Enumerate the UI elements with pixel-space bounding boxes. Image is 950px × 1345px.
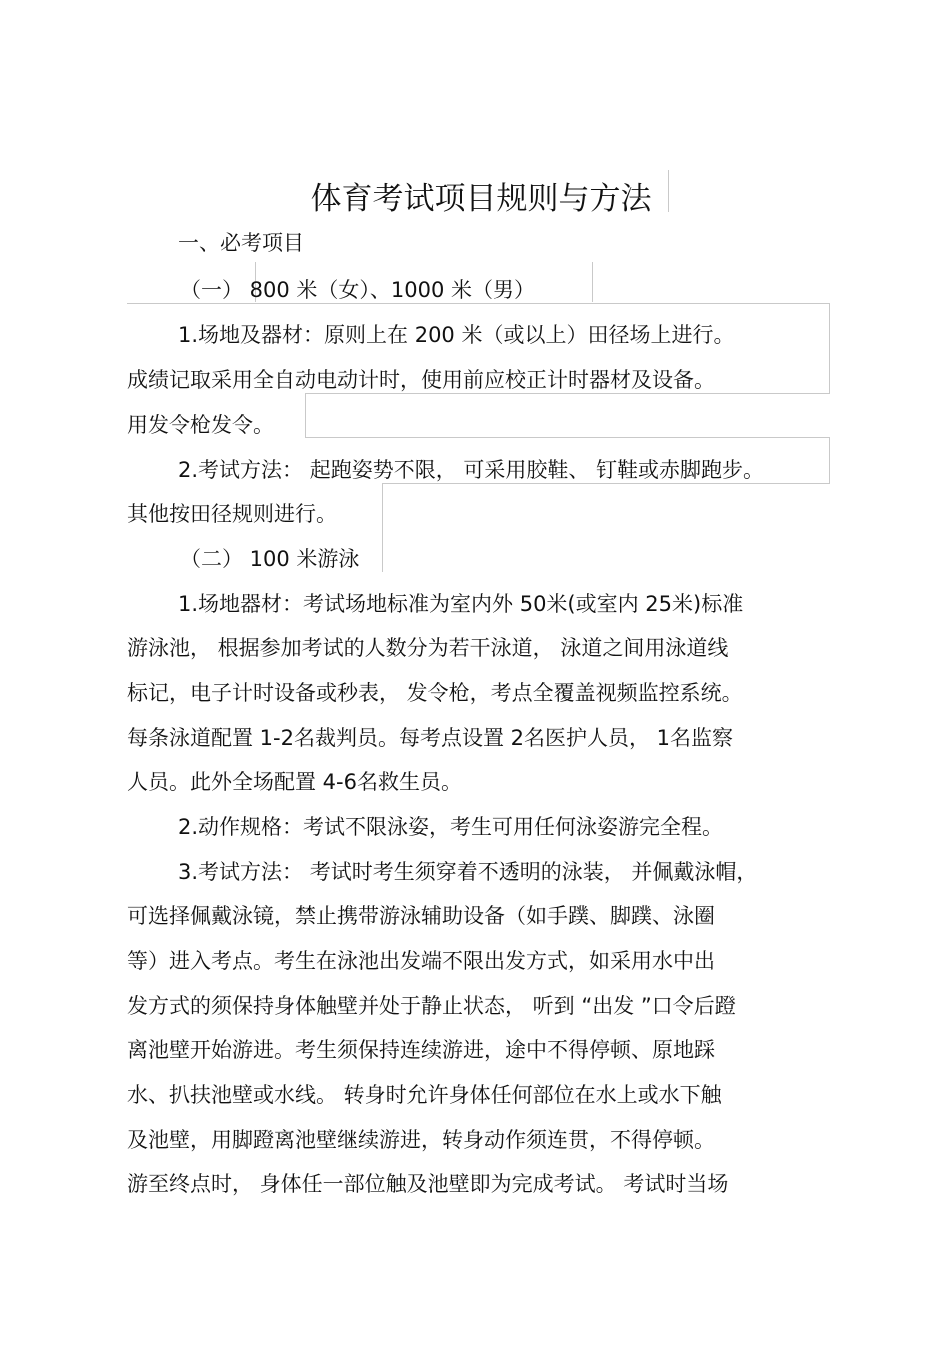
paragraph-line: 其他按田径规则进行。 [127, 502, 337, 526]
paragraph-line: 发方式的须保持身体触壁并处于静止状态， 听到 “出发 ”口令后蹬 [127, 994, 736, 1018]
paragraph-line: 人员。此外全场配置 4-6名救生员。 [127, 770, 462, 794]
subsection-heading: （一） 800 米（女）、1000 米（男） [180, 278, 536, 302]
paragraph-line: 成绩记取采用全自动电动计时，使用前应校正计时器材及设备。 [127, 368, 715, 392]
frame-line [829, 303, 830, 393]
paragraph-line: 标记，电子计时设备或秒表， 发令枪，考点全覆盖视频监控系统。 [127, 681, 743, 705]
paragraph-line: 3.考试方法： 考试时考生须穿着不透明的泳装， 并佩戴泳帽， [178, 860, 758, 884]
frame-line [382, 528, 383, 572]
paragraph-line: 每条泳道配置 1-2名裁判员。每考点设置 2名医护人员， 1名监察 [127, 726, 734, 750]
paragraph-line: 水、扒扶池壁或水线。 转身时允许身体任何部位在水上或水下触 [127, 1083, 722, 1107]
paragraph-line: 用发令枪发令。 [127, 413, 274, 437]
section-heading: 一、必考项目 [178, 231, 304, 255]
paragraph-line: 游泳池， 根据参加考试的人数分为若干泳道， 泳道之间用泳道线 [127, 636, 729, 660]
subsection-heading: （二） 100 米游泳 [180, 547, 360, 571]
frame-line [592, 262, 593, 302]
frame-line [829, 437, 830, 483]
paragraph-line: 1.场地及器材：原则上在 200 米（或以上）田径场上进行。 [178, 323, 735, 347]
document-title: 体育考试项目规则与方法 [310, 181, 652, 217]
paragraph-line: 游至终点时， 身体任一部位触及池壁即为完成考试。 考试时当场 [127, 1172, 729, 1196]
frame-line [382, 483, 383, 528]
paragraph-line: 可选择佩戴泳镜，禁止携带游泳辅助设备（如手蹼、脚蹼、泳圈 [127, 904, 715, 928]
paragraph-line: 2.考试方法： 起跑姿势不限， 可采用胶鞋、 钉鞋或赤脚跑步。 [178, 458, 765, 482]
frame-line [305, 437, 830, 438]
paragraph-line: 2.动作规格：考试不限泳姿，考生可用任何泳姿游完全程。 [178, 815, 724, 839]
paragraph-line: 离池壁开始游进。考生须保持连续游进，途中不得停顿、原地踩 [127, 1038, 715, 1062]
paragraph-line: 及池壁，用脚蹬离池壁继续游进，转身动作须连贯，不得停顿。 [127, 1128, 715, 1152]
paragraph-line: 等）进入考点。考生在泳池出发端不限出发方式，如采用水中出 [127, 949, 715, 973]
frame-line [305, 393, 306, 437]
paragraph-line: 1.场地器材：考试场地标准为室内外 50米(或室内 25米)标准 [178, 592, 744, 616]
